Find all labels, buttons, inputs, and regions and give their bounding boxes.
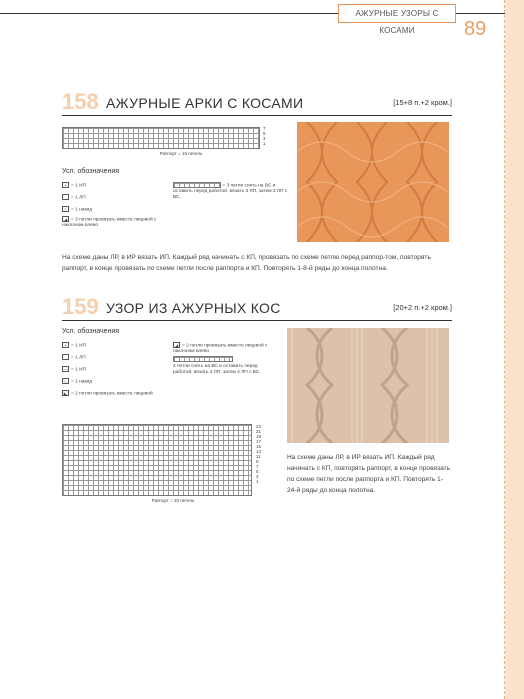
yarn-over-symbol-icon: ○ [62,206,69,212]
knit-symbol-icon [62,194,69,200]
pattern-title: АЖУРНЫЕ АРКИ С КОСАМИ [106,95,304,111]
legend-item: = 1 ЛП [62,194,86,201]
page-number: 89 [464,18,487,40]
legend-item-cable: 4 петли снять на ВС и оставить перед работой, вязать 4 ЛП, затем 4 ЛП с ВС. [173,356,273,376]
pattern-158-header [62,89,452,116]
legend-item: • = 1 ИП [62,182,86,189]
pattern-158-description: На схеме даны ЛР, в ИР вязать ИП. Каждый ряд начинать с КП, провязать по схеме петлю перед раппор-том, повторять раппорт, в конце провязать по схеме петли после раппорта и КП. Повторять 1-8-й ряды до конца полотна. [62,254,431,272]
pattern-159-photo [287,328,449,443]
cable-symbol-icon [173,182,221,188]
chart-row-numbers: 7 5 3 1 [263,126,266,146]
legend-item: = 1 ЛП [62,354,86,361]
pattern-159-chart [62,424,252,496]
legend-item: ◣ = 2 петли провязать вместе лицевой [63,391,153,397]
legend-title: Усл. обозначения [62,168,120,175]
pattern-159-header [62,294,452,321]
legend-item: ○ = 1 накид [62,378,92,385]
decrease-symbol-icon: ◢ [63,217,68,222]
pattern-158-photo [297,122,449,242]
legend-item-cable: = 3 петли снять на ВС и оставить перед работой, вязать 3 ЛП, затем 3 ЛП с ВС. [173,183,288,201]
legend-item: ◢ = 3 петли провязать вместе лицевой с наклоном влево [62,217,157,229]
stitch-count: [15+8 п.+2 кром.] [393,98,452,107]
legend-item-decrease-left: ◢ = 2 петли провязать вместе лицевой с наклоном влево [173,343,268,355]
chart-row-numbers: 23 21 19 17 15 13 11 9 7 5 3 1 [256,424,262,484]
repeat-label: Раппорт = 15 петель [159,151,203,156]
cable-symbol-icon [173,356,233,362]
pattern-158-chart [62,127,260,149]
repeat-label: Раппорт = 20 петель [151,498,195,503]
legend-title: Усл. обозначения [62,328,120,335]
decrease-left-symbol-icon: ◢ [174,343,179,348]
knit-symbol-icon [62,354,69,360]
purl-symbol-icon: • [62,182,69,188]
pattern-number: 159 [62,294,99,319]
yarn-over-symbol-icon: ○ [62,378,69,384]
decrease-right-symbol-icon: ◣ [63,391,68,396]
running-head: АЖУРНЫЕ УЗОРЫ С КОСАМИ [338,4,456,23]
purl-symbol-icon: • [62,342,69,348]
pattern-159-description: На схеме даны ЛР, в ИР вязать ИП. Каждый ряд начинать с КП, повторять раппорт, в конце провязать по схеме петли после раппорта и КП. Повторять 1-24-й ряды до конца полотна. [287,454,451,494]
pattern-number: 158 [62,89,99,114]
stitch-count: [20+2 п.+2 кром.] [393,303,452,312]
legend-item: • = 1 ИП [62,342,86,349]
legend-item: ○ = 1 накид [62,206,92,213]
purl-dash-symbol-icon: — [63,367,68,372]
legend-item: — = 1 ИП [63,367,87,373]
pattern-title: УЗОР ИЗ АЖУРНЫХ КОС [106,300,281,316]
